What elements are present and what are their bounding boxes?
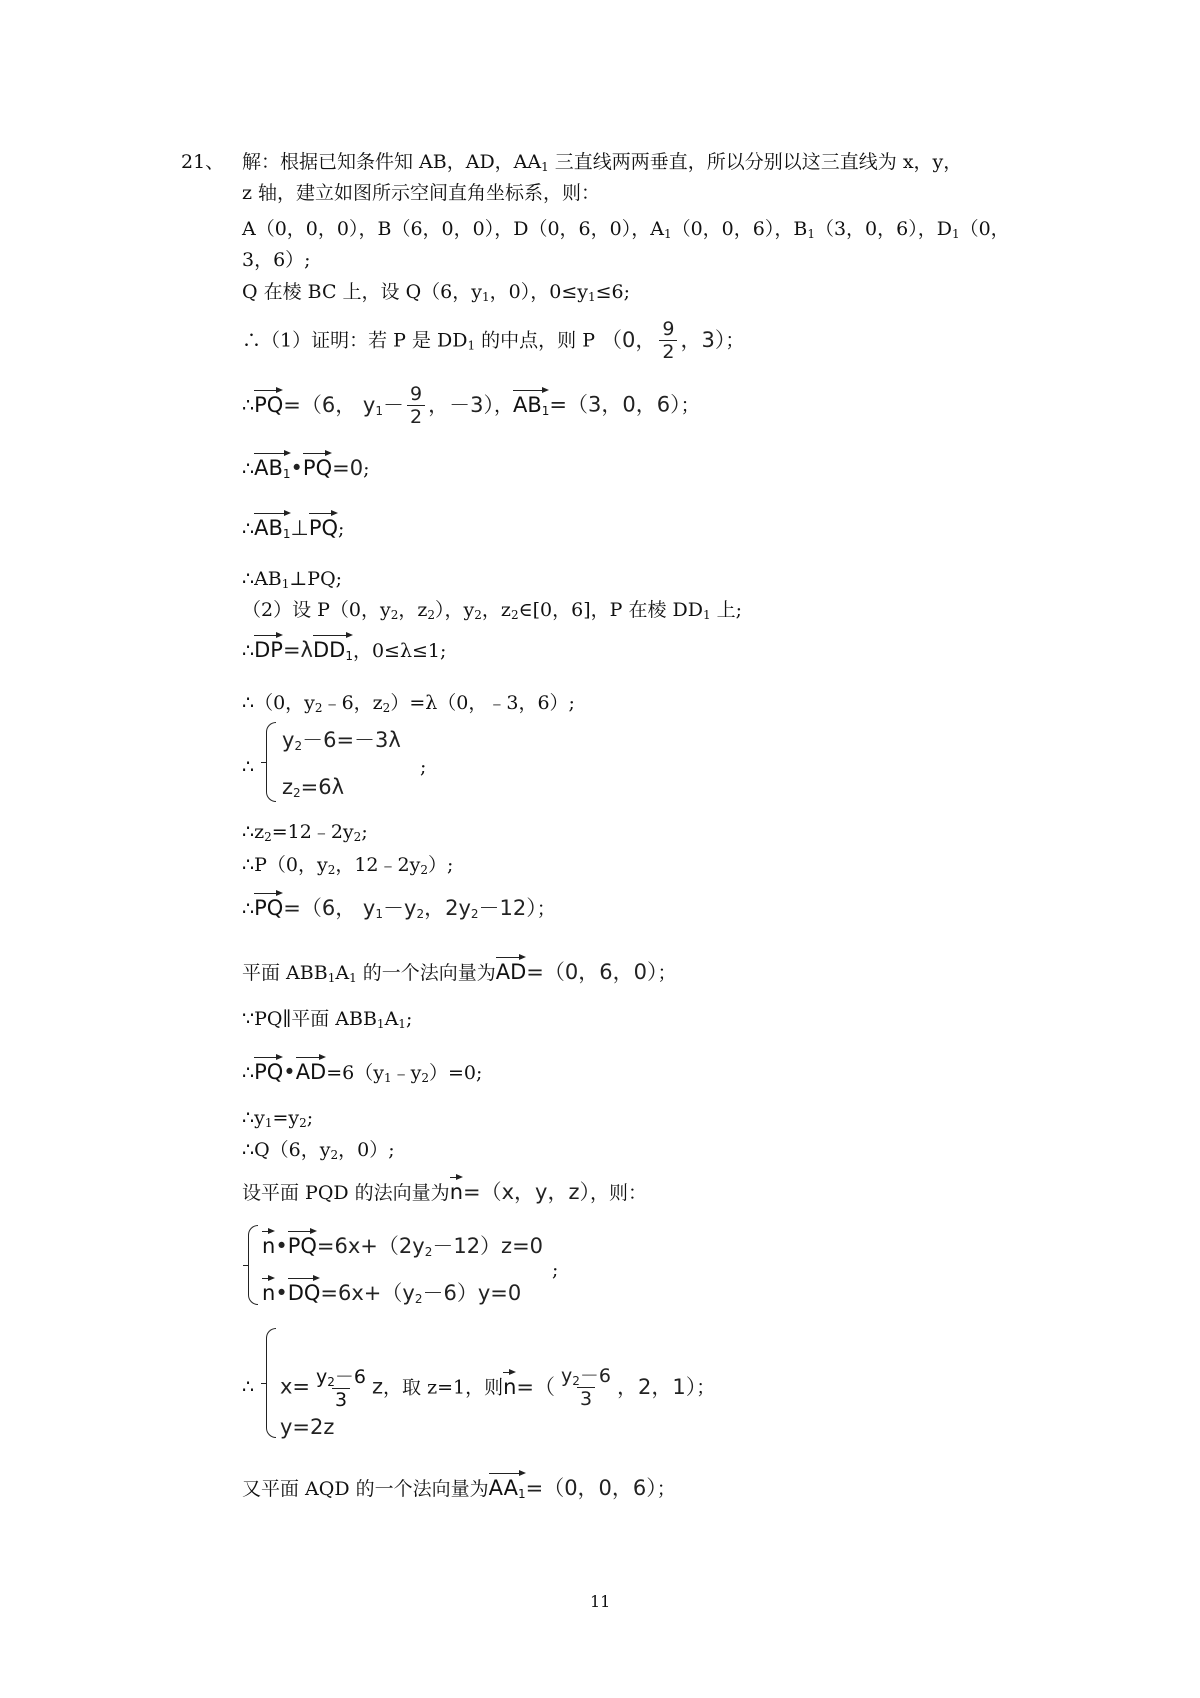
part2-line-8: 平面 $ABB_1A_1$ 的一个法向量为AD=（0，6，0）； (242, 954, 677, 985)
part2-line-6: ∴P（0，$y_2$，$12﹣2y_2$）; (242, 854, 454, 877)
intro-line-2: z 轴，建立如图所示空间直角坐标系，则： (242, 182, 601, 204)
part2-line-7: ∴PQ=（6， $y_1-y_2$，$2y_2-12$）； (242, 890, 556, 921)
part2-line-13: 设平面 PQD 的法向量为n=（x，y，z），则： (242, 1174, 647, 1205)
part2-line-9: ∵PQ∥平面 $ABB_1A_1$; (242, 1008, 413, 1031)
part1-line-2: ∴PQ=（6， $y_1-$ $\frac{9}{2}$ ，－3），$AB_1=(3$，0，6）； (242, 383, 700, 428)
part2-line-5: $\therefore z_2=12﹣2y_2$; (242, 821, 368, 844)
intro-line-4: 3，6）; (242, 249, 311, 271)
part1-line-4: $\therefore AB_1\perp PQ$; (242, 510, 344, 541)
system-1-end: ; (420, 756, 427, 778)
system-brace-1 (266, 722, 276, 802)
part1-line-5: $\therefore AB_1\perp PQ$; (242, 568, 343, 591)
part2-line-1: （2）设 P（0，$y_2$，$z_2$），$y_2$，$z_2\in[0$，6]，P 在棱 $DD_1$ 上; (242, 599, 743, 622)
part2-line-16: 又平面 AQD 的一个法向量为$AA_1=(0$，0，6）； (242, 1470, 676, 1501)
system-brace-3 (266, 1328, 276, 1438)
system-1-eq-2: $z_2=6\lambda$ (282, 775, 345, 800)
page-number: 11 (590, 1592, 611, 1611)
part2-line-12: ∴Q（6，$y_2$，0）; (242, 1139, 395, 1162)
problem-number: 21、 (181, 151, 225, 173)
therefore-symbol-2: ∴ (242, 1376, 255, 1398)
part2-line-11: $\therefore y_1=y_2$; (242, 1107, 314, 1130)
system-brace-2 (248, 1225, 258, 1305)
intro-line-3: A（0，0，0），B（6，0，0），D（0，6，0），$A_1(0$，0，6），$B_1(3$，0，6），$D_1(0$， (242, 218, 1010, 241)
system-3-eq-1: x= $\frac{y_2-6}{3}$ z，取 z=1，则n=（ $\frac{y_2-6}{3}$ ，2，1）； (280, 1365, 716, 1411)
intro-line-1: 解：根据已知条件知 AB，AD，$AA_1$ 三直线两两垂直，所以分别以这三直线为 x，y， (242, 151, 963, 174)
part1-line-1: ∴（1）证明：若 P 是 $DD_1$ 的中点，则 P （0， $\frac{9}{2}$ ，3）； (242, 318, 745, 363)
intro-line-5: Q 在棱 BC 上，设 Q（6，$y_1$，0），$0\le y_1\le 6$; (242, 281, 631, 304)
system-2-eq-1: $n•PQ=6x+(2y_2-12)z=0$ (262, 1228, 543, 1259)
system-2-eq-2: $n•DQ=6x+(y_2-6)y=0$ (262, 1275, 521, 1306)
system-3-eq-2: y=2z (280, 1415, 335, 1439)
therefore-symbol: ∴ (242, 756, 255, 778)
part2-line-10: $\therefore PQ•AD=6(y_1﹣y_2)=0$; (242, 1054, 482, 1085)
system-1-eq-1: $y_2-6=-3\lambda$ (282, 728, 401, 753)
part1-line-3: $\therefore AB_1•PQ=0$; (242, 450, 369, 481)
part2-line-3: ∴（0，$y_2﹣6$，$z_2)=\lambda(0$，﹣3，6）; (242, 692, 575, 715)
part2-line-2: ∴DP=λDD$_1$，0≤λ≤1; (242, 632, 446, 663)
system-2-end: ; (552, 1259, 559, 1281)
